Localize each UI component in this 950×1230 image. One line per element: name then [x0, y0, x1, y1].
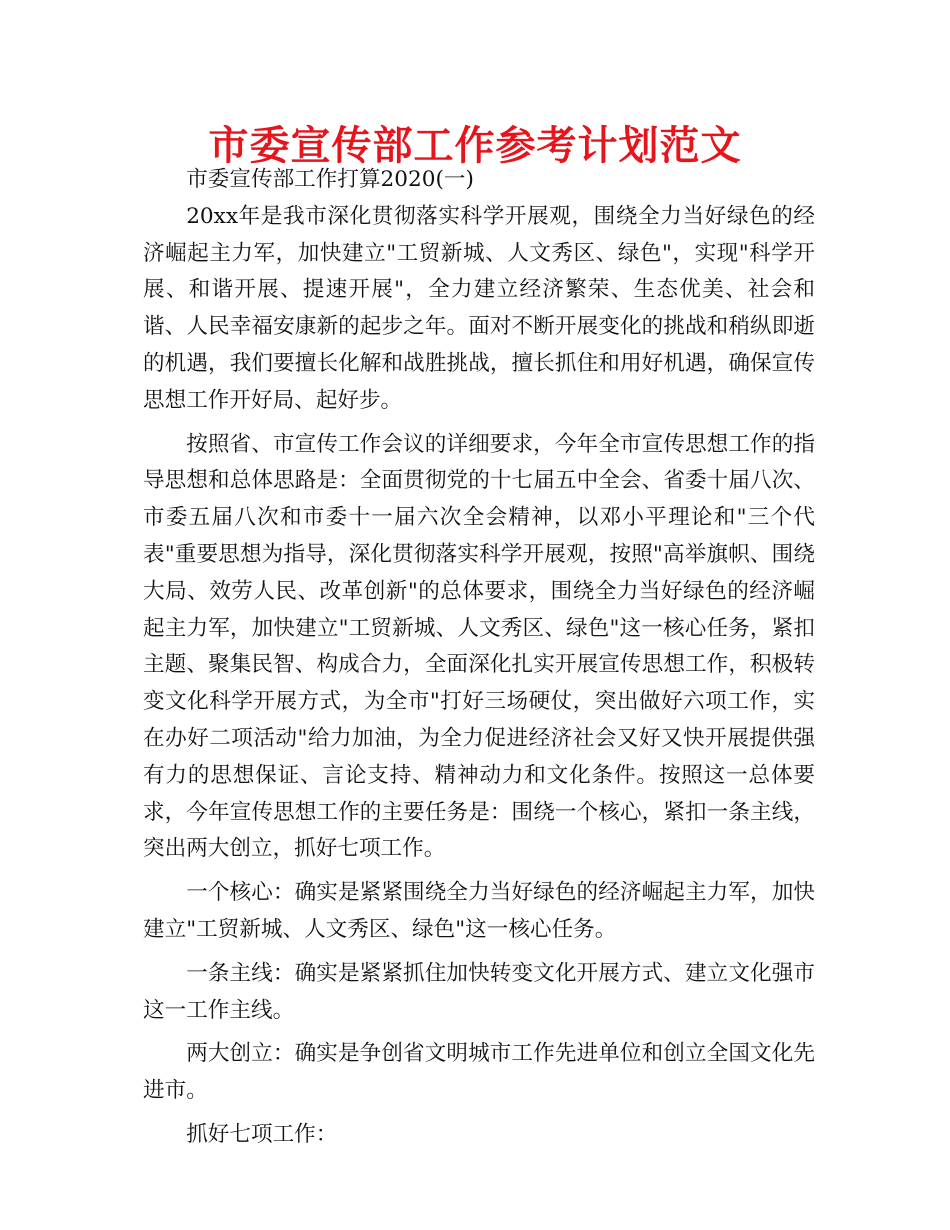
paragraph: 一条主线：确实是紧紧抓住加快转变文化开展方式、建立文化强市这一工作主线。 [143, 960, 815, 1023]
paragraph: 两大创立：确实是争创省文明城市工作先进单位和创立全国文化先进市。 [143, 1041, 815, 1104]
paragraph-subtitle: 市委宣传部工作打算2020(一) [186, 167, 474, 192]
document-body [143, 162, 815, 1161]
paragraph: 20xx年是我市深化贯彻落实科学开展观，围绕全力当好绿色的经济崛起主力军，加快建立"工贸新城、人文秀区、绿色"，实现"科学开展、和谐开展、提速开展"，全力建立经济繁荣、生态优美、社会和谐、人民幸福安康新的起步之年。面对不断开展变化的挑战和稍纵即逝的机遇，我们要擅长化解和战胜挑战，擅长抓住和用好机遇，确保宣传思想工作开好局、起好步。 [143, 203, 815, 413]
paragraph: 按照省、市宣传工作会议的详细要求，今年全市宣传思想工作的指导思想和总体思路是：全面贯彻党的十七届五中全会、省委十届八次、市委五届八次和市委十一届六次全会精神，以邓小平理论和"三个代表"重要思想为指导，深化贯彻落实科学开展观，按照"高举旗帜、围绕大局、效劳人民、改革创新"的总体要求，围绕全力当好绿色的经济崛起主力军，加快建立"工贸新城、人文秀区、绿色"这一核心任务，紧扣主题、聚集民智、构成合力，全面深化扎实开展宣传思想工作，积极转变文化科学开展方式，为全市"打好三场硬仗，突出做好六项工作，实在办好二项活动"给力加油，为全力促进经济社会又好又快开展提供强有力的思想保证、言论支持、精神动力和文化条件。按照这一总体要求，今年宣传思想工作的主要任务是：围绕一个核心，紧扣一条主线，突出两大创立，抓好七项工作。 [143, 431, 815, 862]
paragraph: 一个核心：确实是紧紧围绕全力当好绿色的经济崛起主力军，加快建立"工贸新城、人文秀区、绿色"这一核心任务。 [143, 880, 815, 942]
document-title: 市委宣传部工作参考计划范文 [208, 123, 742, 169]
paragraph: 抓好七项工作： [186, 1121, 338, 1147]
